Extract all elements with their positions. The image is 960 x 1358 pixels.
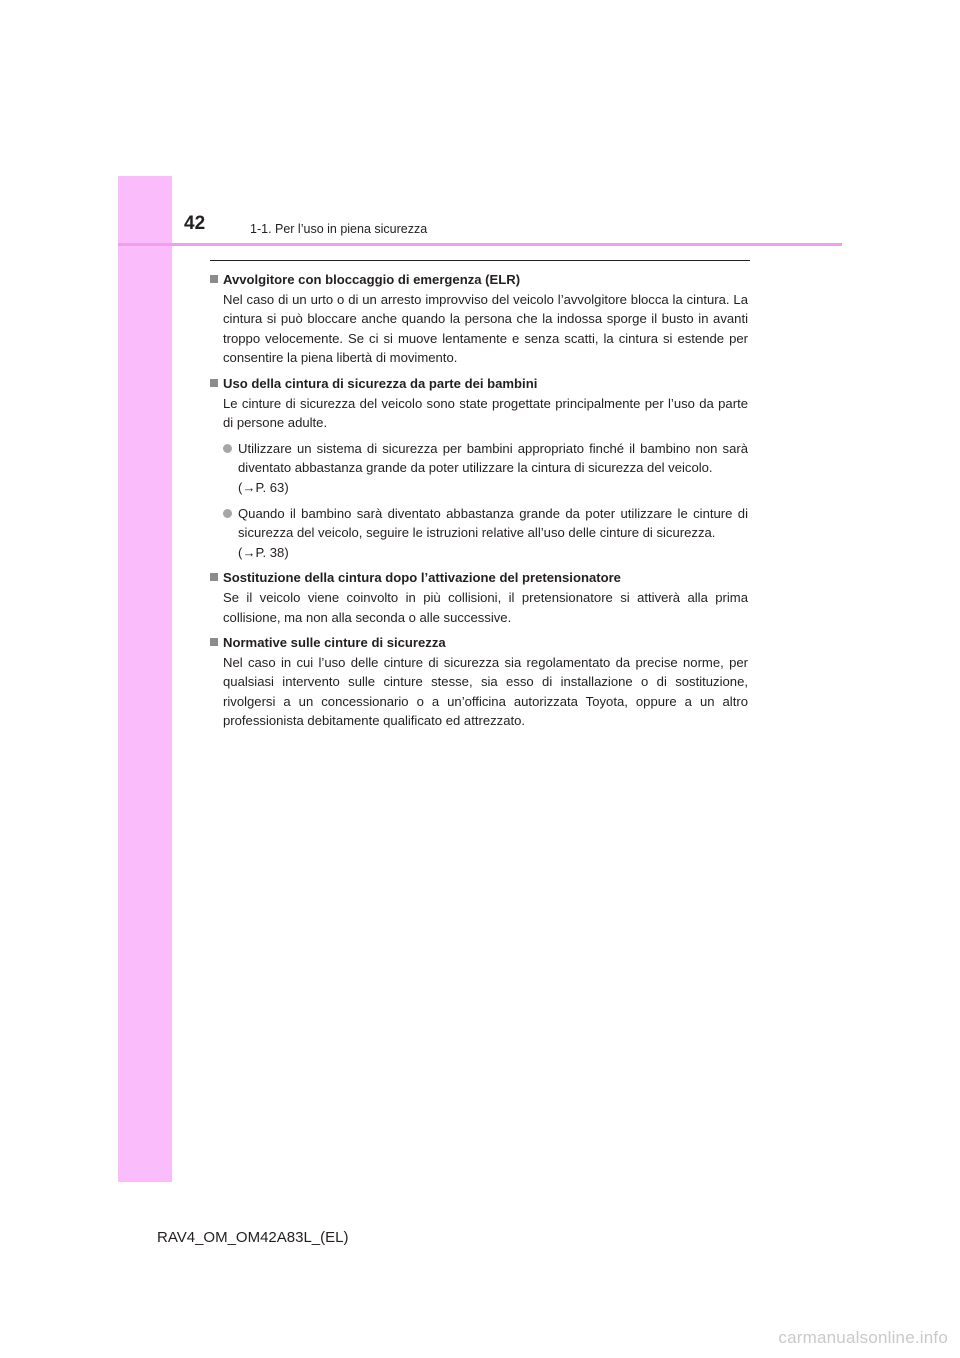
- circle-bullet-icon: [223, 444, 232, 453]
- section-header-title: 1-1. Per l’uso in piena sicurezza: [250, 222, 428, 236]
- content-top-rule: [210, 260, 750, 261]
- header-divider: [118, 243, 842, 246]
- section-text: Nel caso di un urto o di un arresto improvviso del veicolo l’avvolgitore blocca la cintura. La cintura si può bloccare anche quando la persona che la indossa sporge il busto in avanti troppo velocemente. Se ci si muove lentamente e senza scatti, la cintura si estende per consentire la piena libertà di movimento.: [223, 291, 748, 366]
- section-regulations: [210, 633, 748, 731]
- section-title: Sostituzione della cintura dopo l’attivazione del pretensionatore: [210, 568, 748, 588]
- watermark: carmanualsonline.info: [778, 1328, 948, 1347]
- section-text: Nel caso in cui l’uso delle cinture di sicurezza sia regolamentato da precise norme, per qualsiasi intervento sulle cinture stesse, sia esso di installazione o di sostituzione, rivolgersi a un concessionario o a un’officina autorizzata Toyota, oppure a un altro professionista debitamente qualificato ed attrezzato.: [223, 654, 748, 729]
- circle-bullet-icon: [223, 509, 232, 518]
- page-content: [210, 270, 748, 737]
- page-reference-link[interactable]: (→P. 38): [238, 544, 289, 560]
- section-title: Normative sulle cinture di sicurezza: [210, 633, 748, 653]
- section-title: Uso della cintura di sicurezza da parte dei bambini: [210, 374, 748, 394]
- document-code: RAV4_OM_OM42A83L_(EL): [157, 1229, 349, 1246]
- square-bullet-icon: [210, 275, 218, 283]
- section-text: Le cinture di sicurezza del veicolo sono state progettate principalmente per l’uso da parte di persone adulte.: [223, 395, 748, 431]
- section-text: Se il veicolo viene coinvolto in più collisioni, il pretensionatore si attiverà alla prima collisione, ma non alla seconda o alle successive.: [223, 589, 748, 625]
- section-children: [210, 374, 748, 562]
- side-tab-bar: [118, 176, 172, 1182]
- list-item: Utilizzare un sistema di sicurezza per bambini appropriato finché il bambino non sarà diventato abbastanza grande da poter utilizzare la cintura di sicurezza del veicolo. (→P. 63): [210, 439, 748, 498]
- page-reference-link[interactable]: (→P. 63): [238, 479, 289, 495]
- section-title: Avvolgitore con bloccaggio di emergenza (ELR): [210, 270, 748, 290]
- section-elr: [210, 270, 748, 368]
- section-pretensioner: [210, 568, 748, 627]
- square-bullet-icon: [210, 379, 218, 387]
- list-item: Quando il bambino sarà diventato abbastanza grande da poter utilizzare le cinture di sicurezza del veicolo, seguire le istruzioni relative all’uso delle cinture di sicurezza. (→P. 38): [210, 504, 748, 563]
- square-bullet-icon: [210, 638, 218, 646]
- page-number: 42: [184, 213, 206, 234]
- square-bullet-icon: [210, 573, 218, 581]
